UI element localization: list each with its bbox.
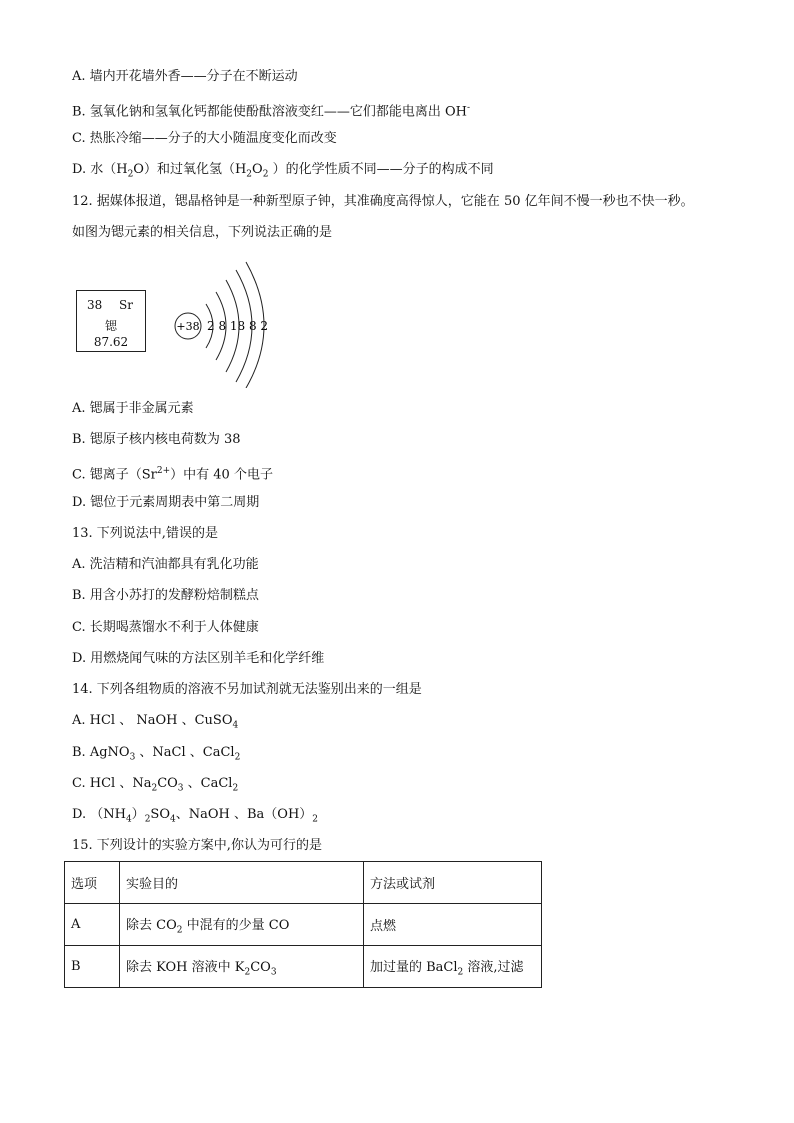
q12-option-a: A. 锶属于非金属元素: [72, 401, 194, 416]
row-b-goal: 除去 KOH 溶液中 $K_2CO_3$: [120, 946, 364, 988]
row-b-option: B: [65, 946, 120, 988]
row-a-method: 点燃: [364, 904, 542, 946]
q12-stem-continued: 如图为锶元素的相关信息，下列说法正确的是: [72, 225, 333, 240]
element-symbol: Sr: [119, 298, 133, 312]
q11-option-a: A. 墙内开花墙外香——分子在不断运动: [72, 69, 298, 84]
q14-stem: 14. 下列各组物质的溶液不另加试剂就无法鉴别出来的一组是: [72, 682, 422, 697]
q11-option-d: D. 水$(H_2O)$和过氧化氢（$H_2O_2$ ）的化学性质不同——分子的构成不同: [72, 162, 494, 180]
atom-structure-diagram: [170, 258, 280, 388]
row-b-method: 加过量的 BaCl$_2$ 溶液,过滤: [364, 946, 542, 988]
q11-option-c: C. 热胀冷缩——分子的大小随温度变化而改变: [72, 131, 337, 146]
q12-option-d: D. 锶位于元素周期表中第二周期: [72, 495, 260, 510]
nucleus-charge: +38: [176, 320, 200, 333]
q13-stem: 13. 下列说法中,错误的是: [72, 526, 218, 541]
table-row: [65, 904, 542, 946]
q13-option-b: B. 用含小苏打的发酵粉焙制糕点: [72, 588, 259, 603]
periodic-element-cell: [76, 290, 146, 352]
row-a-goal: 除去 $CO_2$ 中混有的少量 CO: [120, 904, 364, 946]
header-option: 选项: [65, 862, 120, 904]
header-method: 方法或试剂: [364, 862, 542, 904]
element-name: 锶: [104, 319, 117, 333]
q12-option-b: B. 锶原子核内核电荷数为 38: [72, 432, 241, 447]
q13-option-d: D. 用燃烧闻气味的方法区别羊毛和化学纤维: [72, 651, 325, 666]
q14-option-b: B. AgNO$_3$ 、NaCl 、CaCl$_2$: [72, 745, 241, 763]
atomic-number: 38: [87, 298, 103, 312]
header-goal: 实验目的: [120, 862, 364, 904]
shell-electrons: 2 8 18 8 2: [207, 319, 269, 333]
atomic-mass: 87.62: [93, 335, 129, 349]
q12-option-c: C. 锶离子$(Sr^{2+})$中有 40 个电子: [72, 466, 273, 483]
q14-option-d: D. $(NH_4)_2SO_4$、NaOH 、$Ba(OH)_2$: [72, 807, 319, 825]
q14-option-a: A. HCl 、 NaOH 、CuSO$_4$: [72, 713, 239, 731]
q11-option-b: B. 氢氧化钠和氢氧化钙都能使酚酞溶液变红——它们都能电离出 OH-: [72, 103, 470, 120]
experiment-table: [64, 861, 542, 988]
table-row: [65, 946, 542, 988]
row-a-option: A: [65, 904, 120, 946]
table-header-row: [65, 862, 542, 904]
q14-option-c: C. HCl 、$Na_2CO_3$ 、CaCl$_2$: [72, 776, 239, 794]
q15-stem: 15. 下列设计的实验方案中,你认为可行的是: [72, 838, 322, 853]
q13-option-c: C. 长期喝蒸馏水不利于人体健康: [72, 620, 259, 635]
q13-option-a: A. 洗洁精和汽油都具有乳化功能: [72, 557, 259, 572]
q12-stem: 12. 据媒体报道，锶晶格钟是一种新型原子钟，其准确度高得惊人，它能在 50 亿年间不慢一秒也不快一秒。: [72, 194, 694, 209]
